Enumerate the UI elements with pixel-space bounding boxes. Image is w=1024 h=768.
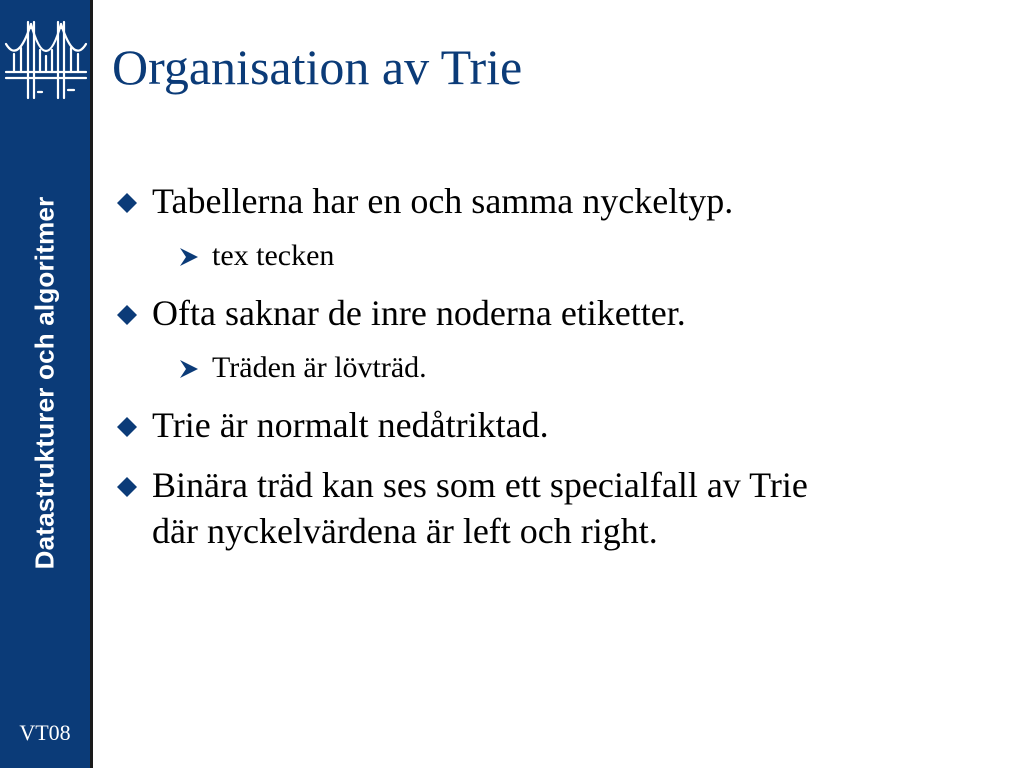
bullet-item	[112, 178, 1002, 224]
slide-content	[112, 178, 1002, 554]
bullet-text: Ofta saknar de inre noderna etiketter.	[152, 293, 686, 333]
bullet-text: Tabellerna har en och samma nyckeltyp.	[152, 181, 734, 221]
diamond-bullet-icon	[116, 416, 138, 438]
diamond-bullet-icon	[116, 192, 138, 214]
sub-bullet-item	[112, 348, 1002, 388]
arrow-bullet-icon	[178, 246, 200, 268]
sidebar	[0, 0, 90, 768]
sub-bullet-text: tex tecken	[212, 239, 335, 272]
course-title: Datastrukturer och algoritmer	[29, 196, 60, 570]
bullet-text-line-1: Binära träd kan ses som ett specialfall av Trie	[152, 465, 808, 505]
bullet-text: Trie är normalt nedåtriktad.	[152, 405, 549, 445]
bullet-item	[112, 462, 1002, 554]
sub-bullet-item	[112, 236, 1002, 276]
bullet-item	[112, 402, 1002, 448]
bridge-icon	[4, 14, 88, 106]
arrow-bullet-icon	[178, 358, 200, 380]
diamond-bullet-icon	[116, 476, 138, 498]
sidebar-divider	[90, 0, 93, 768]
slide-title: Organisation av Trie	[112, 39, 523, 95]
bullet-item	[112, 290, 1002, 336]
diamond-bullet-icon	[116, 304, 138, 326]
bullet-text-line-2: där nyckelvärdena är left och right.	[152, 511, 658, 551]
sub-bullet-text: Träden är lövträd.	[212, 351, 427, 384]
term-label: VT08	[19, 720, 71, 745]
